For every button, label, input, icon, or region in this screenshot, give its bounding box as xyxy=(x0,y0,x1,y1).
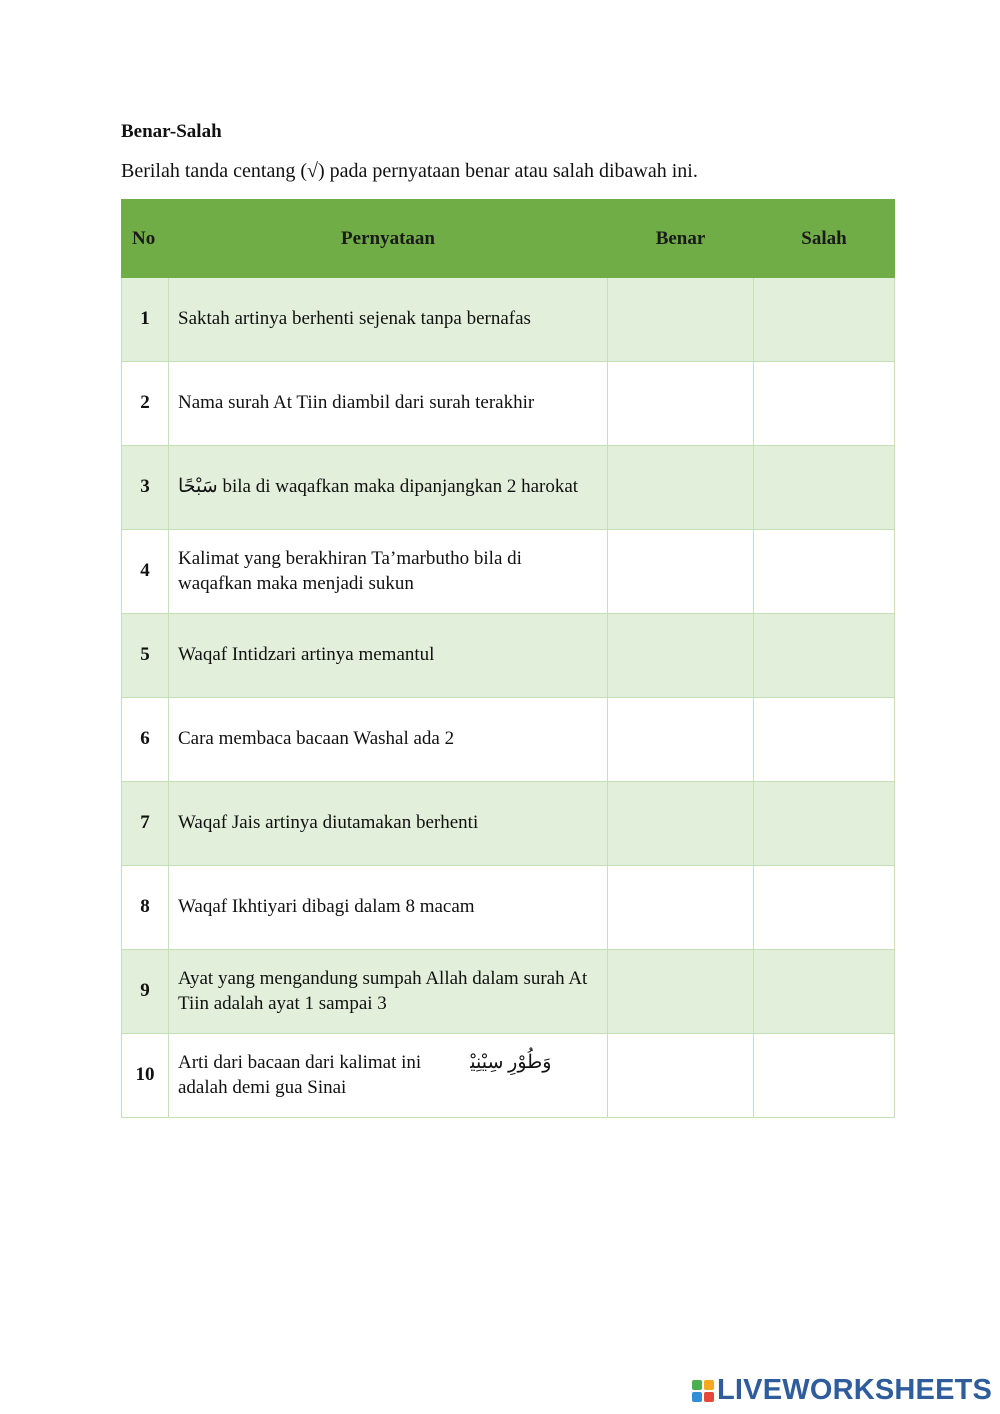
row-number: 7 xyxy=(122,782,169,866)
row-statement: Nama surah At Tiin diambil dari surah terakhir xyxy=(169,362,608,446)
row-number: 10 xyxy=(122,1034,169,1118)
row-number: 6 xyxy=(122,698,169,782)
table-row xyxy=(122,950,895,1034)
liveworksheets-logo[interactable] xyxy=(692,1374,992,1407)
row-number: 1 xyxy=(122,278,169,362)
true-answer-cell[interactable] xyxy=(608,1034,754,1118)
true-answer-cell[interactable] xyxy=(608,698,754,782)
true-answer-cell[interactable] xyxy=(608,782,754,866)
false-answer-cell[interactable] xyxy=(754,782,895,866)
row-number: 5 xyxy=(122,614,169,698)
table-row xyxy=(122,530,895,614)
row-statement: سَبْحًا bila di waqafkan maka dipanjangkan 2 harokat xyxy=(169,446,608,530)
header-no: No xyxy=(122,200,169,278)
false-answer-cell[interactable] xyxy=(754,698,895,782)
true-false-table xyxy=(121,199,895,1118)
false-answer-cell[interactable] xyxy=(754,866,895,950)
false-answer-cell[interactable] xyxy=(754,362,895,446)
row-statement: Ayat yang mengandung sumpah Allah dalam surah At Tiin adalah ayat 1 sampai 3 xyxy=(169,950,608,1034)
row-number: 4 xyxy=(122,530,169,614)
false-answer-cell[interactable] xyxy=(754,950,895,1034)
instruction-text: Berilah tanda centang (√) pada pernyataan benar atau salah dibawah ini. xyxy=(121,160,698,182)
false-answer-cell[interactable] xyxy=(754,278,895,362)
header-false: Salah xyxy=(754,200,895,278)
logo-square xyxy=(692,1380,702,1390)
true-answer-cell[interactable] xyxy=(608,362,754,446)
table-row xyxy=(122,698,895,782)
table-row xyxy=(122,362,895,446)
row-number: 2 xyxy=(122,362,169,446)
false-answer-cell[interactable] xyxy=(754,614,895,698)
logo-square xyxy=(692,1392,702,1402)
liveworksheets-logo-text: LIVEWORKSHEETS xyxy=(717,1374,993,1406)
row-statement: Arti dari bacaan dari kalimat ini وَطُوْرِ سِيْنِيْنَۙ adalah demi gua Sinai xyxy=(169,1034,608,1118)
row-statement: Waqaf Jais artinya diutamakan berhenti xyxy=(169,782,608,866)
true-answer-cell[interactable] xyxy=(608,950,754,1034)
table-row xyxy=(122,782,895,866)
false-answer-cell[interactable] xyxy=(754,446,895,530)
row-statement: Waqaf Ikhtiyari dibagi dalam 8 macam xyxy=(169,866,608,950)
true-answer-cell[interactable] xyxy=(608,866,754,950)
true-answer-cell[interactable] xyxy=(608,530,754,614)
row-number: 8 xyxy=(122,866,169,950)
header-true: Benar xyxy=(608,200,754,278)
row-number: 3 xyxy=(122,446,169,530)
table-row xyxy=(122,1034,895,1118)
table-row xyxy=(122,446,895,530)
row-statement: Waqaf Intidzari artinya memantul xyxy=(169,614,608,698)
row-statement: Saktah artinya berhenti sejenak tanpa bernafas xyxy=(169,278,608,362)
true-answer-cell[interactable] xyxy=(608,278,754,362)
page-heading: Benar-Salah xyxy=(121,121,222,142)
true-answer-cell[interactable] xyxy=(608,614,754,698)
table-row xyxy=(122,614,895,698)
logo-square xyxy=(704,1392,714,1402)
table-header-row xyxy=(122,200,895,278)
false-answer-cell[interactable] xyxy=(754,1034,895,1118)
logo-square xyxy=(704,1380,714,1390)
row-number: 9 xyxy=(122,950,169,1034)
header-statement: Pernyataan xyxy=(169,200,608,278)
table-row xyxy=(122,866,895,950)
true-answer-cell[interactable] xyxy=(608,446,754,530)
liveworksheets-logo-icon xyxy=(692,1380,714,1402)
row-statement: Cara membaca bacaan Washal ada 2 xyxy=(169,698,608,782)
false-answer-cell[interactable] xyxy=(754,530,895,614)
table-row xyxy=(122,278,895,362)
row-statement: Kalimat yang berakhiran Ta’marbutho bila di waqafkan maka menjadi sukun xyxy=(169,530,608,614)
